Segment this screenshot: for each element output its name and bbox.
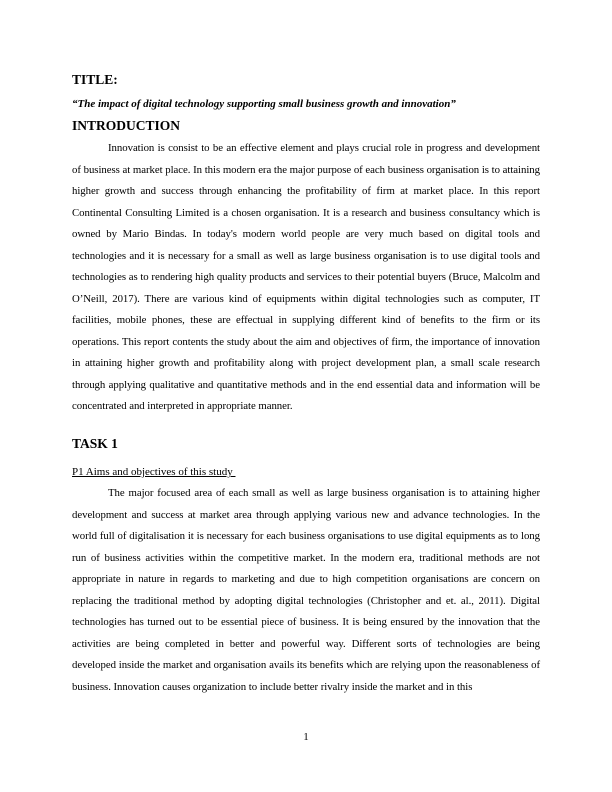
page-number: 1 [303,731,309,743]
introduction-heading: INTRODUCTION [72,118,181,133]
p1-heading: P1 Aims and objectives of this study [72,466,236,478]
document-title: “The impact of digital technology supporting small business growth and innovation” [72,98,456,110]
document-page [72,0,540,792]
title-label: TITLE: [72,72,118,87]
introduction-paragraph: Innovation is consist to be an effective element and plays crucial role in progress and development of business at market place. In this modern era the major purpose of each business organisation is to attaining higher growth and success through enhancing the profitability of firm at market place. In this report Continental Consulting Limited is a chosen organisation. It is a research and business consultancy which is owned by Mario Bindas. In today's modern world people are very much based on digital tools and technologies and it is necessary for a small as well as large business organisation is to use digital tools and technologies as to rendering high quality products and services to their potential buyers (Bruce, Malcolm and O’Neill, 2017). There are various kind of equipments within digital technologies such as computer, IT facilities, mobile phones, these are effectual in supplying different kind of benefits to the firm or its operations. This report contents the study about the aim and objectives of firm, the importance of innovation in attaining higher growth and profitability along with project development plan, a small scale research through applying qualitative and quantitative methods and in the end essential data and information will be concentrated and interpreted in appropriate manner. [72,142,540,412]
task-heading: TASK 1 [72,436,118,451]
p1-paragraph: The major focused area of each small as well as large business organisation is to attaining higher development and success at market area through applying various new and advance technologies. In the world full of digitalisation it is necessary for each business organisations to use digital equipments as to long run of business activities within the competitive market. In the modern era, traditional methods are not appropriate in nature in regards to marketing and due to high competition organisations are concern on replacing the traditional method by adopting digital technologies (Christopher and et. al., 2011). Digital technologies has turned out to be essential piece of business. It is being ensured by the innovation that the activities are being completed in better and powerful way. Different sorts of technologies are being developed inside the market and organisation avails its benefits which are relying upon the reasonableness of business. Innovation causes organization to include better rivalry inside the market and in this [72,487,540,693]
